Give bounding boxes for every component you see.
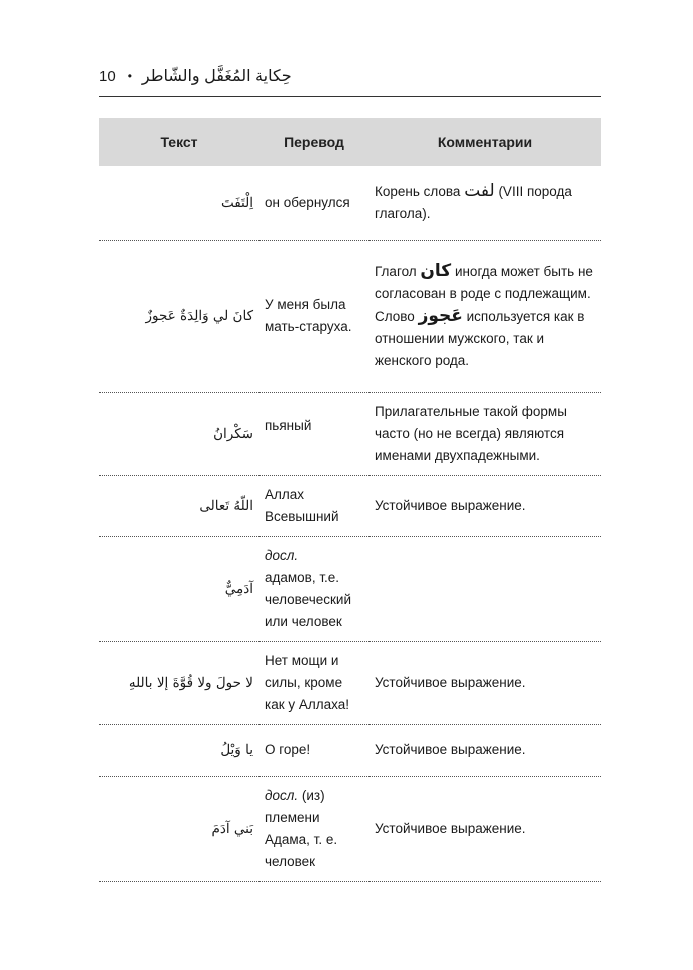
comment: Устойчивое выражение. (369, 724, 601, 776)
comment-text: Глагол (375, 264, 421, 279)
comment-text: (VIII порода глагола). (375, 184, 572, 222)
table-row (99, 641, 601, 724)
arabic-text: اِلْتَفَتَ (99, 166, 259, 240)
table-row (99, 240, 601, 392)
translation-italic: досл. (265, 787, 299, 803)
translation: пьяный (259, 392, 369, 475)
arabic-text: يا وَيْلُ (99, 724, 259, 776)
column-header-translation: Перевод (259, 118, 369, 166)
arabic-word: عَجوز (418, 306, 463, 326)
running-title: حِكاية المُغَفَّل والشّاطر (141, 68, 292, 85)
comment (369, 536, 601, 641)
table-row (99, 475, 601, 536)
comment (369, 166, 601, 240)
arabic-text: سَكْرانُ (99, 392, 259, 475)
arabic-text (99, 240, 259, 392)
column-header-comments: Комментарии (369, 118, 601, 166)
page-number: 10 (99, 67, 116, 85)
arabic-text: لا حولَ ولا قُوَّةَ إلا باللهِ (99, 641, 259, 724)
header-rule (99, 96, 601, 97)
translation: Нет мощи и силы, кроме как у Аллаха! (259, 641, 369, 724)
translation: У меня была мать-старуха. (259, 240, 369, 392)
table-row (99, 166, 601, 240)
table-row (99, 392, 601, 475)
arabic-word: كان (420, 261, 452, 281)
comment: Устойчивое выражение. (369, 776, 601, 881)
table-row (99, 724, 601, 776)
arabic-phrase: كانَ لي وَالِدَةٌ عَجوزٌ (145, 308, 253, 324)
translation-text: адамов, т.е. человеческий или человек (265, 569, 351, 629)
translation-text: (из) племени Адама, т. е. человек (265, 787, 338, 869)
table-header-row (99, 118, 601, 166)
translation (259, 536, 369, 641)
comment: Устойчивое выражение. (369, 641, 601, 724)
arabic-text: اللّهُ تَعالى (99, 475, 259, 536)
page-header (99, 62, 601, 90)
translation-italic: досл. (265, 547, 299, 563)
column-header-text: Текст (99, 118, 259, 166)
header-bullet: • (127, 69, 132, 83)
comment-text: используется как в отношении мужского, так и женского рода. (375, 309, 585, 368)
translation: Аллах Всевышний (259, 475, 369, 536)
comment (369, 240, 601, 392)
comment-text: Корень слова (375, 184, 465, 200)
table-row (99, 776, 601, 881)
arabic-text: آدَمِيٌّ (99, 536, 259, 641)
arabic-root: لفت (464, 181, 495, 202)
comment-text: иногда может быть не согласован в роде с подлежащим. Слово (375, 264, 593, 324)
translation: О горе! (259, 724, 369, 776)
translation: он обернулся (259, 166, 369, 240)
table-row (99, 536, 601, 641)
arabic-text: بَني آدَمَ (99, 776, 259, 881)
vocabulary-table (99, 118, 601, 882)
comment: Прилагательные такой формы часто (но не всегда) являются именами двухпадежными. (369, 392, 601, 475)
comment: Устойчивое выражение. (369, 475, 601, 536)
translation (259, 776, 369, 881)
